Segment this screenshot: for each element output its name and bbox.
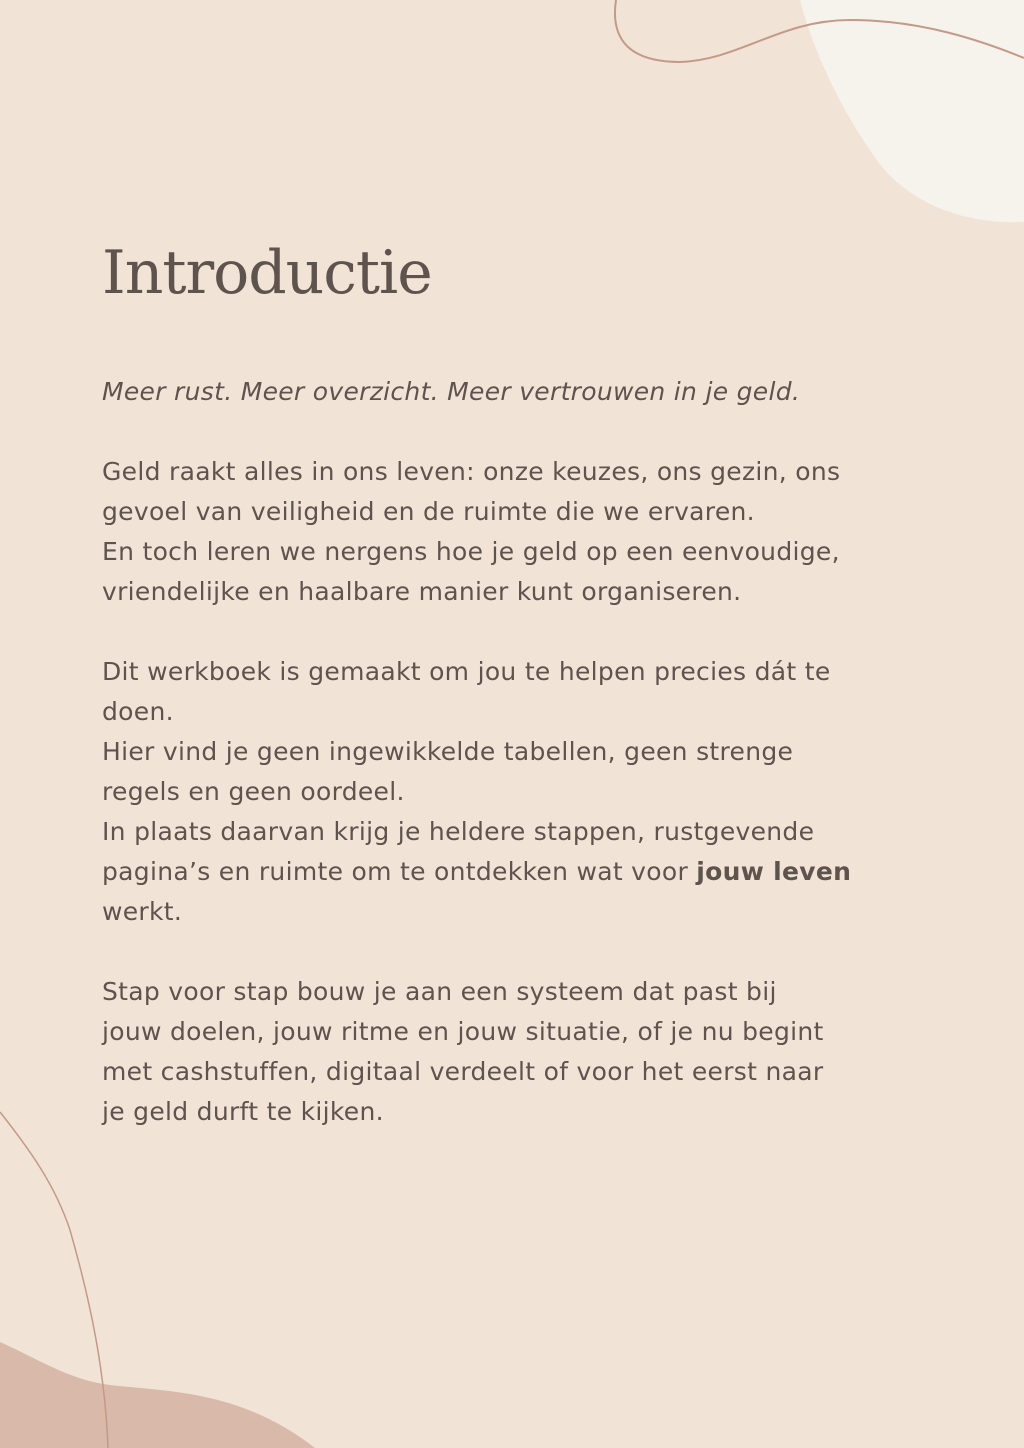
text-line: regels en geen oordeel. [102,777,405,806]
text-segment: pagina’s en ruimte om te ontdekken wat voor [102,857,697,886]
text-line: Stap voor stap bouw je aan een systeem dat past bij [102,977,777,1006]
paragraph-2 [102,652,952,932]
tagline: Meer rust. Meer overzicht. Meer vertrouwen in je geld. [102,377,801,406]
top-curve-line [615,0,1024,62]
text-line: werkt. [102,897,183,926]
text-line: doen. [102,697,174,726]
text-line: In plaats daarvan krijg je heldere stappen, rustgevende [102,817,815,846]
text-line-with-emphasis [102,852,952,892]
text-line: Geld raakt alles in ons leven: onze keuzes, ons gezin, ons [102,457,841,486]
page-title: Introductie [102,238,432,308]
intro-content [102,372,952,1172]
text-line: met cashstuffen, digitaal verdeelt of voor het eerst naar [102,1057,824,1086]
bottom-curve-line [0,1112,108,1448]
text-line: Dit werkboek is gemaakt om jou te helpen precies dát te [102,657,831,686]
text-line: jouw doelen, jouw ritme en jouw situatie, of je nu begint [102,1017,824,1046]
text-line: gevoel van veiligheid en de ruimte die we ervaren. [102,497,755,526]
paragraph-1 [102,452,952,612]
text-line: Hier vind je geen ingewikkelde tabellen, geen strenge [102,737,794,766]
text-line: En toch leren we nergens hoe je geld op een eenvoudige, [102,537,840,566]
top-right-blob [800,0,1024,222]
text-line: je geld durft te kijken. [102,1097,384,1126]
emphasis-jouw-leven: jouw leven [696,857,852,886]
bottom-left-blob [0,1342,315,1448]
text-line: vriendelijke en haalbare manier kunt organiseren. [102,577,742,606]
paragraph-3 [102,972,952,1132]
